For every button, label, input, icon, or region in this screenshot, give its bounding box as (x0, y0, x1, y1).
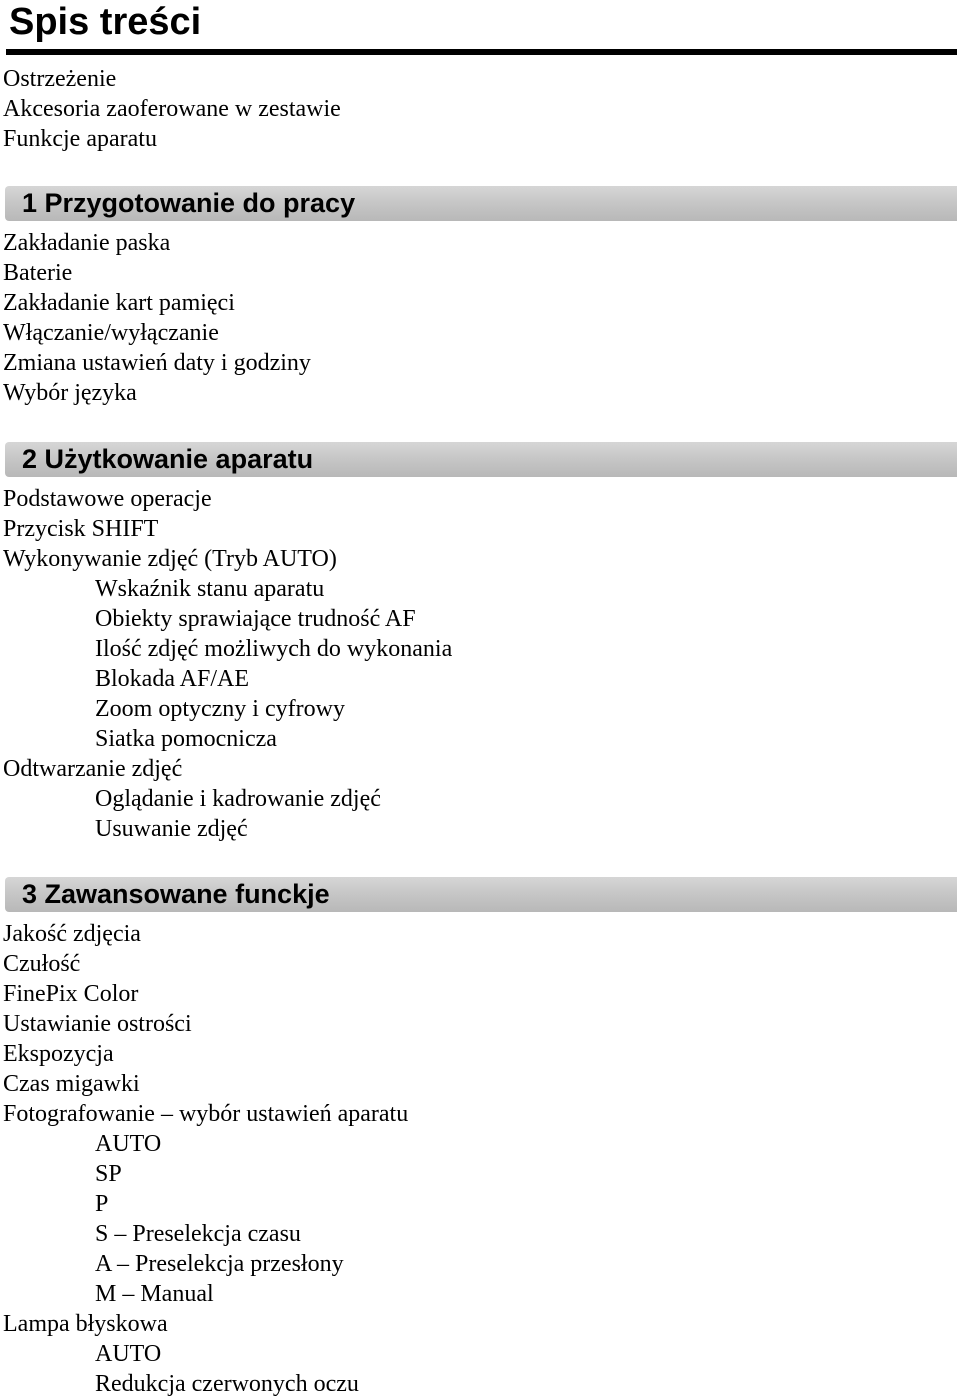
toc-entry-baterie[interactable]: Baterie (3, 260, 73, 286)
toc-entry-ekspozycja[interactable]: Ekspozycja (3, 1041, 114, 1067)
toc-subentry-ilosc-zdjec-mozliwych-do-wykonania[interactable]: Ilość zdjęć możliwych do wykonania (95, 636, 453, 662)
toc-entry-czulosc[interactable]: Czułość (3, 951, 81, 977)
toc-entry-podstawowe-operacje[interactable]: Podstawowe operacje (3, 486, 212, 512)
toc-entry-akcesoria-zaoferowane-w-zestawie[interactable]: Akcesoria zaoferowane w zestawie (3, 96, 341, 122)
toc-subentry-zoom-optyczny-i-cyfrowy[interactable]: Zoom optyczny i cyfrowy (95, 696, 345, 722)
toc-entry-wykonywanie-zdjec-tryb-auto[interactable]: Wykonywanie zdjęć (Tryb AUTO) (3, 546, 337, 572)
title-rule (6, 49, 957, 55)
toc-entry-zakladanie-kart-pamieci[interactable]: Zakładanie kart pamięci (3, 290, 235, 316)
section-heading: 2 Użytkowanie aparatu (22, 444, 314, 474)
toc-subentry-auto[interactable]: AUTO (95, 1131, 162, 1157)
toc-entry-jakosc-zdjecia[interactable]: Jakość zdjęcia (3, 921, 141, 947)
toc-entry-odtwarzanie-zdjec[interactable]: Odtwarzanie zdjęć (3, 756, 183, 782)
toc-subentry-usuwanie-zdjec[interactable]: Usuwanie zdjęć (95, 816, 248, 842)
toc-subentry-wskaznik-stanu-aparatu[interactable]: Wskaźnik stanu aparatu (95, 576, 325, 602)
toc-subentry-blokada-af-ae[interactable]: Blokada AF/AE (95, 666, 249, 692)
section-header-3 (5, 877, 957, 912)
toc-subentry-ogladanie-i-kadrowanie-zdjec[interactable]: Oglądanie i kadrowanie zdjęć (95, 786, 381, 812)
toc-entry-ustawianie-ostrosci[interactable]: Ustawianie ostrości (3, 1011, 192, 1037)
toc-entry-zakladanie-paska[interactable]: Zakładanie paska (3, 230, 171, 256)
toc-subentry-obiekty-sprawiajace-trudnosc-af[interactable]: Obiekty sprawiające trudność AF (95, 606, 416, 632)
section-header-1 (5, 186, 957, 221)
section-heading: 1 Przygotowanie do pracy (22, 188, 356, 218)
section-heading: 3 Zawansowane funckje (22, 879, 330, 909)
toc-subentry-m-manual[interactable]: M – Manual (95, 1281, 214, 1307)
toc-entry-finepix-color[interactable]: FinePix Color (3, 981, 139, 1007)
toc-entry-fotografowanie-wybor-ustawien-aparatu[interactable]: Fotografowanie – wybór ustawień aparatu (3, 1101, 409, 1127)
toc-subentry-auto[interactable]: AUTO (95, 1341, 162, 1367)
toc-entry-zmiana-ustawien-daty-i-godziny[interactable]: Zmiana ustawień daty i godziny (3, 350, 311, 376)
toc-subentry-s-preselekcja-czasu[interactable]: S – Preselekcja czasu (95, 1221, 301, 1247)
page-title: Spis treści (9, 1, 202, 43)
toc-entry-przycisk-shift[interactable]: Przycisk SHIFT (3, 516, 159, 542)
toc-subentry-p[interactable]: P (95, 1191, 109, 1217)
toc-entry-ostrzezenie[interactable]: Ostrzeżenie (3, 66, 117, 92)
toc-subentry-sp[interactable]: SP (95, 1161, 122, 1187)
toc-subentry-redukcja-czerwonych-oczu[interactable]: Redukcja czerwonych oczu (95, 1371, 359, 1397)
toc-entry-wlaczanie-wylaczanie[interactable]: Włączanie/wyłączanie (3, 320, 219, 346)
toc-entry-lampa-blyskowa[interactable]: Lampa błyskowa (3, 1311, 168, 1337)
toc-entry-czas-migawki[interactable]: Czas migawki (3, 1071, 140, 1097)
toc-subentry-a-preselekcja-przeslony[interactable]: A – Preselekcja przesłony (95, 1251, 344, 1277)
section-header-2 (5, 442, 957, 477)
toc-entry-wybor-jezyka[interactable]: Wybór języka (3, 380, 137, 406)
toc-subentry-siatka-pomocnicza[interactable]: Siatka pomocnicza (95, 726, 277, 752)
toc-entry-funkcje-aparatu[interactable]: Funkcje aparatu (3, 126, 157, 152)
